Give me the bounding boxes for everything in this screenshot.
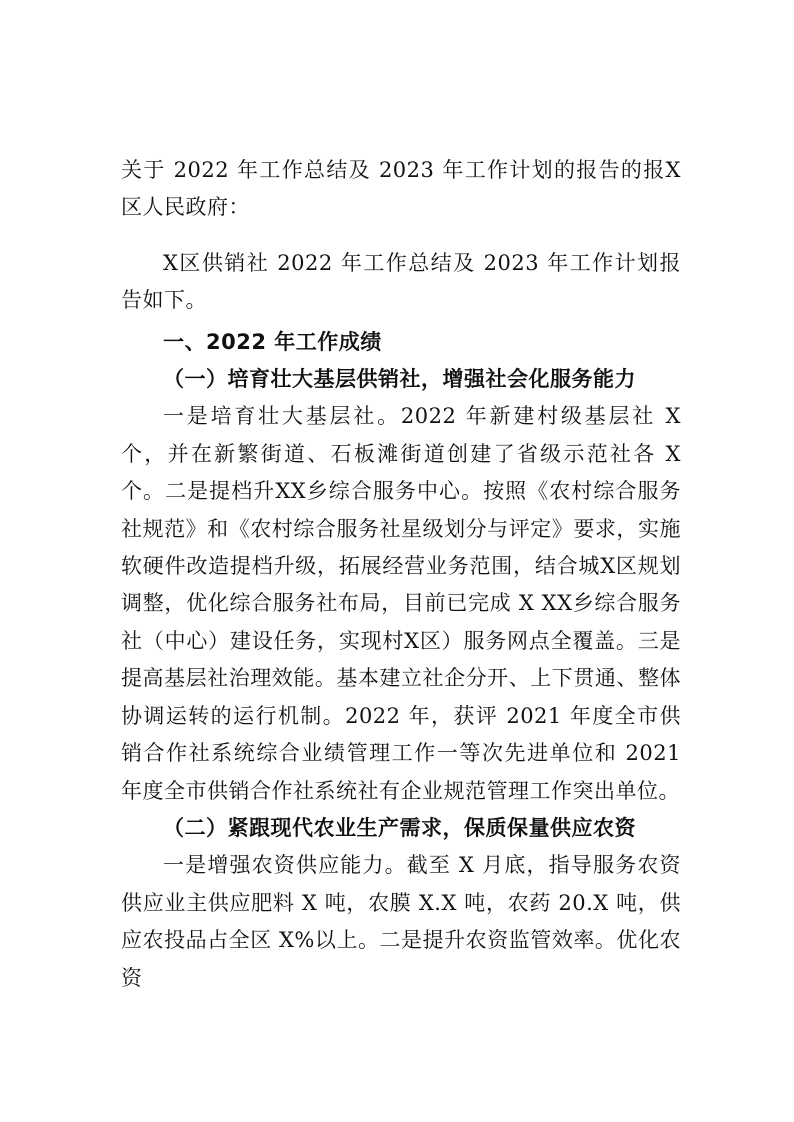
subsection-1-paragraph: 一是培育壮大基层社。2022 年新建村级基层社 X 个，并在新繁街道、石板滩街道创建了省级示范社各 X 个。二是提档升XX乡综合服务中心。按照《农村综合服务社规范》和《农村综合服务社星级划分与评定》要求，实施软硬件改造提档升级，拓展经营业务范围，结合城X区规划调整，优化综合服务社布局，目前已完成 X XX乡综合服务社（中心）建设任务，实现村X区）服务网点全覆盖。三是提高基层社治理效能。基本建立社企分开、上下贯通、整体协调运转的运行机制。2022 年，获评 2021 年度全市供销合作社系统综合业绩管理工作一等次先进单位和 2021 年度全市供销合作社系统社有企业规范管理工作突出单位。 [121, 404, 681, 803]
subsection-2-paragraph: 一是增强农资供应能力。截至 X 月底，指导服务农资供应业主供应肥料 X 吨，农膜 X.X 吨，农药 20.X 吨，供应农投品占全区 X%以上。二是提升农资监管效率。优化农资 [121, 853, 681, 990]
salutation-paragraph: 关于 2022 年工作总结及 2023 年工作计划的报告的报X区人民政府： [121, 158, 681, 220]
document-body [121, 152, 681, 997]
intro-paragraph: X区供销社 2022 年工作总结及 2023 年工作计划报告如下。 [121, 250, 681, 313]
section-1-heading: 一、2022 年工作成绩 [163, 329, 382, 354]
subsection-1-heading: （一）培育壮大基层供销社，增强社会化服务能力 [163, 367, 636, 392]
subsection-2-heading: （二）紧跟现代农业生产需求，保质保量供应农资 [163, 815, 636, 840]
